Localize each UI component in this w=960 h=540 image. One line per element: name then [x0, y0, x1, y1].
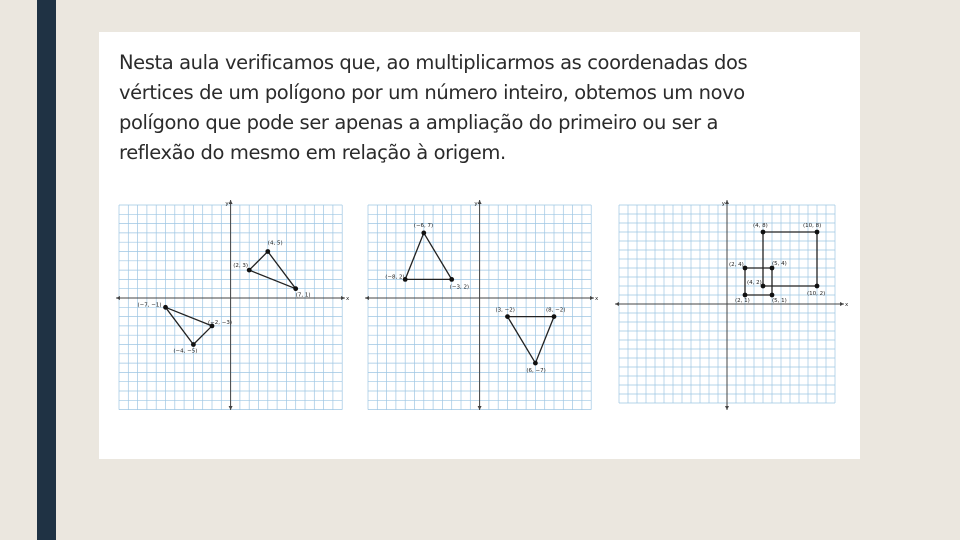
vertex-label: (10, 2): [807, 291, 826, 297]
y-axis-arrow: [725, 406, 729, 410]
graph-2-svg: [365, 200, 597, 412]
text-line: reflexão do mesmo em relação à origem.: [119, 141, 506, 164]
vertex-label: (2, 1): [735, 298, 750, 304]
vertex-label: (2, 4): [729, 262, 744, 268]
coordinate-graph-1: [116, 200, 348, 412]
vertex-label: (5, 4): [772, 261, 787, 267]
lesson-text: [119, 48, 819, 168]
y-axis-label: y: [225, 201, 229, 207]
vertex-point: [743, 293, 748, 298]
vertex-label: (3, −2): [495, 307, 515, 314]
vertex-label: (−3, 2): [449, 284, 470, 291]
x-axis-arrow: [590, 296, 594, 300]
vertex-point: [449, 277, 454, 282]
vertex-point: [552, 314, 557, 319]
vertex-point: [191, 342, 196, 347]
text-line: Nesta aula verificamos que, ao multiplicarmos as coordenadas dos: [119, 51, 748, 74]
vertex-point: [421, 231, 426, 236]
y-axis-arrow: [725, 200, 729, 204]
vertex-point: [533, 361, 538, 366]
vertex-point: [815, 284, 820, 289]
vertex-label: (2, 3): [233, 263, 248, 270]
vertex-label: (−2, −3): [208, 319, 233, 326]
x-axis-arrow: [840, 302, 844, 306]
text-line: vértices de um polígono por um número inteiro, obtemos um novo: [119, 81, 745, 104]
vertex-label: (−4, −5): [173, 348, 198, 355]
vertex-label: (−6, 7): [413, 222, 434, 229]
x-axis-arrow: [341, 296, 345, 300]
slide-accent-bar: [37, 0, 56, 540]
vertex-point: [815, 230, 820, 235]
vertex-point: [505, 314, 510, 319]
vertex-point: [293, 286, 298, 291]
vertex-label: (4, 8): [753, 223, 768, 229]
vertex-label: (4, 5): [267, 240, 283, 247]
vertex-point: [163, 305, 168, 310]
x-axis-label: x: [845, 302, 849, 308]
content-card: [99, 32, 860, 459]
vertex-label: (8, −2): [546, 307, 566, 314]
text-line: polígono que pode ser apenas a ampliação do primeiro ou ser a: [119, 111, 719, 134]
vertex-label: (6, −7): [526, 368, 546, 375]
graph-1-svg: [116, 200, 348, 412]
y-axis-label: y: [721, 201, 725, 207]
x-axis-label: x: [595, 296, 599, 302]
vertex-label: (10, 8): [803, 223, 822, 229]
vertex-label: (−8, 2): [385, 274, 405, 281]
polygon-shape: [405, 233, 452, 280]
vertex-point: [265, 249, 270, 254]
graph-3-svg: [615, 200, 847, 412]
y-axis-arrow: [229, 200, 233, 204]
y-axis-arrow: [478, 200, 482, 204]
coordinate-graph-2: [365, 200, 597, 412]
vertex-label: (4, 2): [747, 280, 762, 286]
vertex-label: (7, 1): [295, 292, 311, 299]
vertex-label: (5, 1): [772, 298, 787, 304]
vertex-point: [761, 230, 766, 235]
y-axis-label: y: [474, 201, 478, 207]
vertex-label: (−7, −1): [137, 302, 162, 309]
coordinate-graph-3: [615, 200, 847, 412]
vertex-point: [770, 293, 775, 298]
polygon-shape: [508, 317, 555, 364]
x-axis-arrow: [116, 296, 120, 300]
x-axis-arrow: [365, 296, 369, 300]
x-axis-arrow: [615, 302, 619, 306]
x-axis-label: x: [346, 296, 350, 302]
